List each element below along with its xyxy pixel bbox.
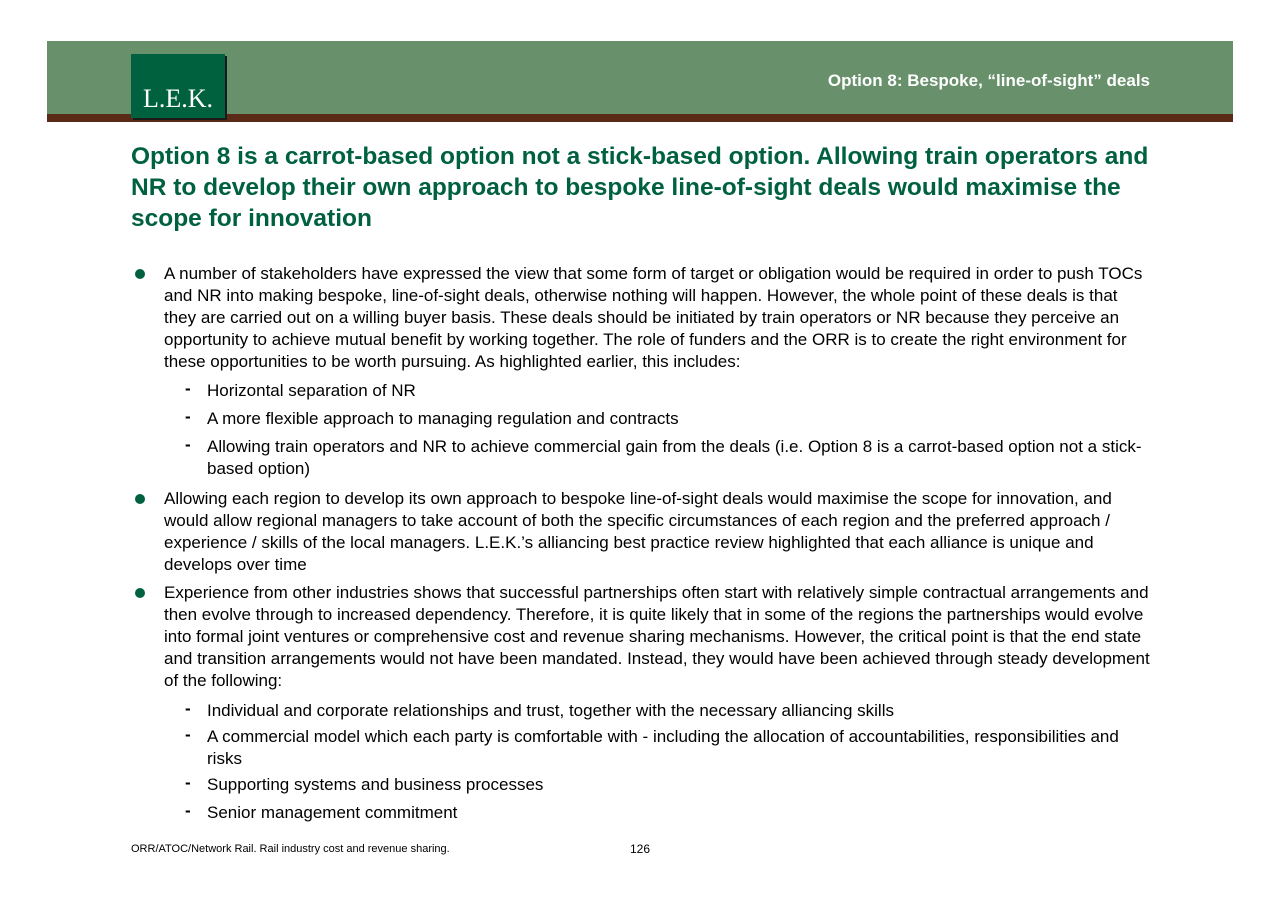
logo-text: L.E.K.	[142, 84, 214, 113]
dash-icon: -	[185, 801, 191, 820]
bullet-dot-icon	[135, 494, 145, 504]
sub-bullet-text: Horizontal separation of NR	[207, 381, 416, 400]
sub-bullet-item	[131, 774, 1151, 796]
sub-bullet-text: A commercial model which each party is comfortable with - including the allocation of accountabilities, responsibilities and risks	[207, 727, 1119, 768]
bullet-item	[131, 582, 1151, 692]
slide-title: Option 8 is a carrot-based option not a stick-based option. Allowing train operators and NR to develop their own approach to bespoke line-of-sight deals would maximise the scope for innovation	[131, 143, 1149, 232]
sub-bullet-item	[131, 436, 1151, 480]
section-label: Option 8: Bespoke, “line-of-sight” deals	[827, 71, 1150, 90]
bullet-text: A number of stakeholders have expressed the view that some form of target or obligation would be required in order to push TOCs and NR into making bespoke, line-of-sight deals, otherwise nothing will happen. However, the whole point of these deals is that they are carried out on a willing buyer basis. These deals should be initiated by train operators or NR because they perceive an opportunity to achieve mutual benefit by working together. The role of funders and the ORR is to create the right environment for these opportunities to be worth pursuing. As highlighted earlier, this includes:	[164, 264, 1143, 371]
bullet-dot-icon	[135, 269, 145, 279]
dash-icon: -	[185, 699, 191, 718]
sub-bullet-text: Senior management commitment	[207, 803, 458, 822]
sub-bullet-item	[131, 802, 1151, 824]
sub-bullet-item	[131, 380, 1151, 402]
dash-icon: -	[185, 407, 191, 426]
bullet-item	[131, 263, 1151, 373]
sub-bullet-text: A more flexible approach to managing regulation and contracts	[207, 409, 679, 428]
bullet-text: Allowing each region to develop its own approach to bespoke line-of-sight deals would maximise the scope for innovation, and would allow regional managers to take account of both the specific circumstances of each region and the preferred approach / experience / skills of the local managers. L.E.K.’s alliancing best practice review highlighted that each alliance is unique and develops over time	[164, 489, 1112, 574]
dash-icon: -	[185, 379, 191, 398]
bullet-dot-icon	[135, 588, 145, 598]
sub-bullet-text: Supporting systems and business processes	[207, 775, 544, 794]
sub-bullet-text: Individual and corporate relationships and trust, together with the necessary alliancing skills	[207, 701, 894, 720]
lek-logo	[131, 54, 225, 118]
dash-icon: -	[185, 435, 191, 454]
footer-source: ORR/ATOC/Network Rail. Rail industry cost and revenue sharing.	[131, 843, 450, 855]
sub-bullet-item	[131, 726, 1151, 770]
sub-bullet-text: Allowing train operators and NR to achieve commercial gain from the deals (i.e. Option 8 is a carrot-based option not a stick-based option)	[207, 437, 1142, 478]
bullet-item	[131, 488, 1151, 576]
slide-body	[131, 263, 1151, 824]
sub-bullet-item	[131, 700, 1151, 722]
bullet-text: Experience from other industries shows that successful partnerships often start with relatively simple contractual arrangements and then evolve through to increased dependency. Therefore, it is quite likely that in some of the regions the partnerships would evolve into formal joint ventures or comprehensive cost and revenue sharing mechanisms. However, the critical point is that the end state and transition arrangements would not have been mandated. Instead, they would have been achieved through steady development of the following:	[164, 583, 1150, 690]
dash-icon: -	[185, 773, 191, 792]
page-number: 126	[630, 842, 651, 856]
sub-bullet-item	[131, 408, 1151, 430]
dash-icon: -	[185, 725, 191, 744]
